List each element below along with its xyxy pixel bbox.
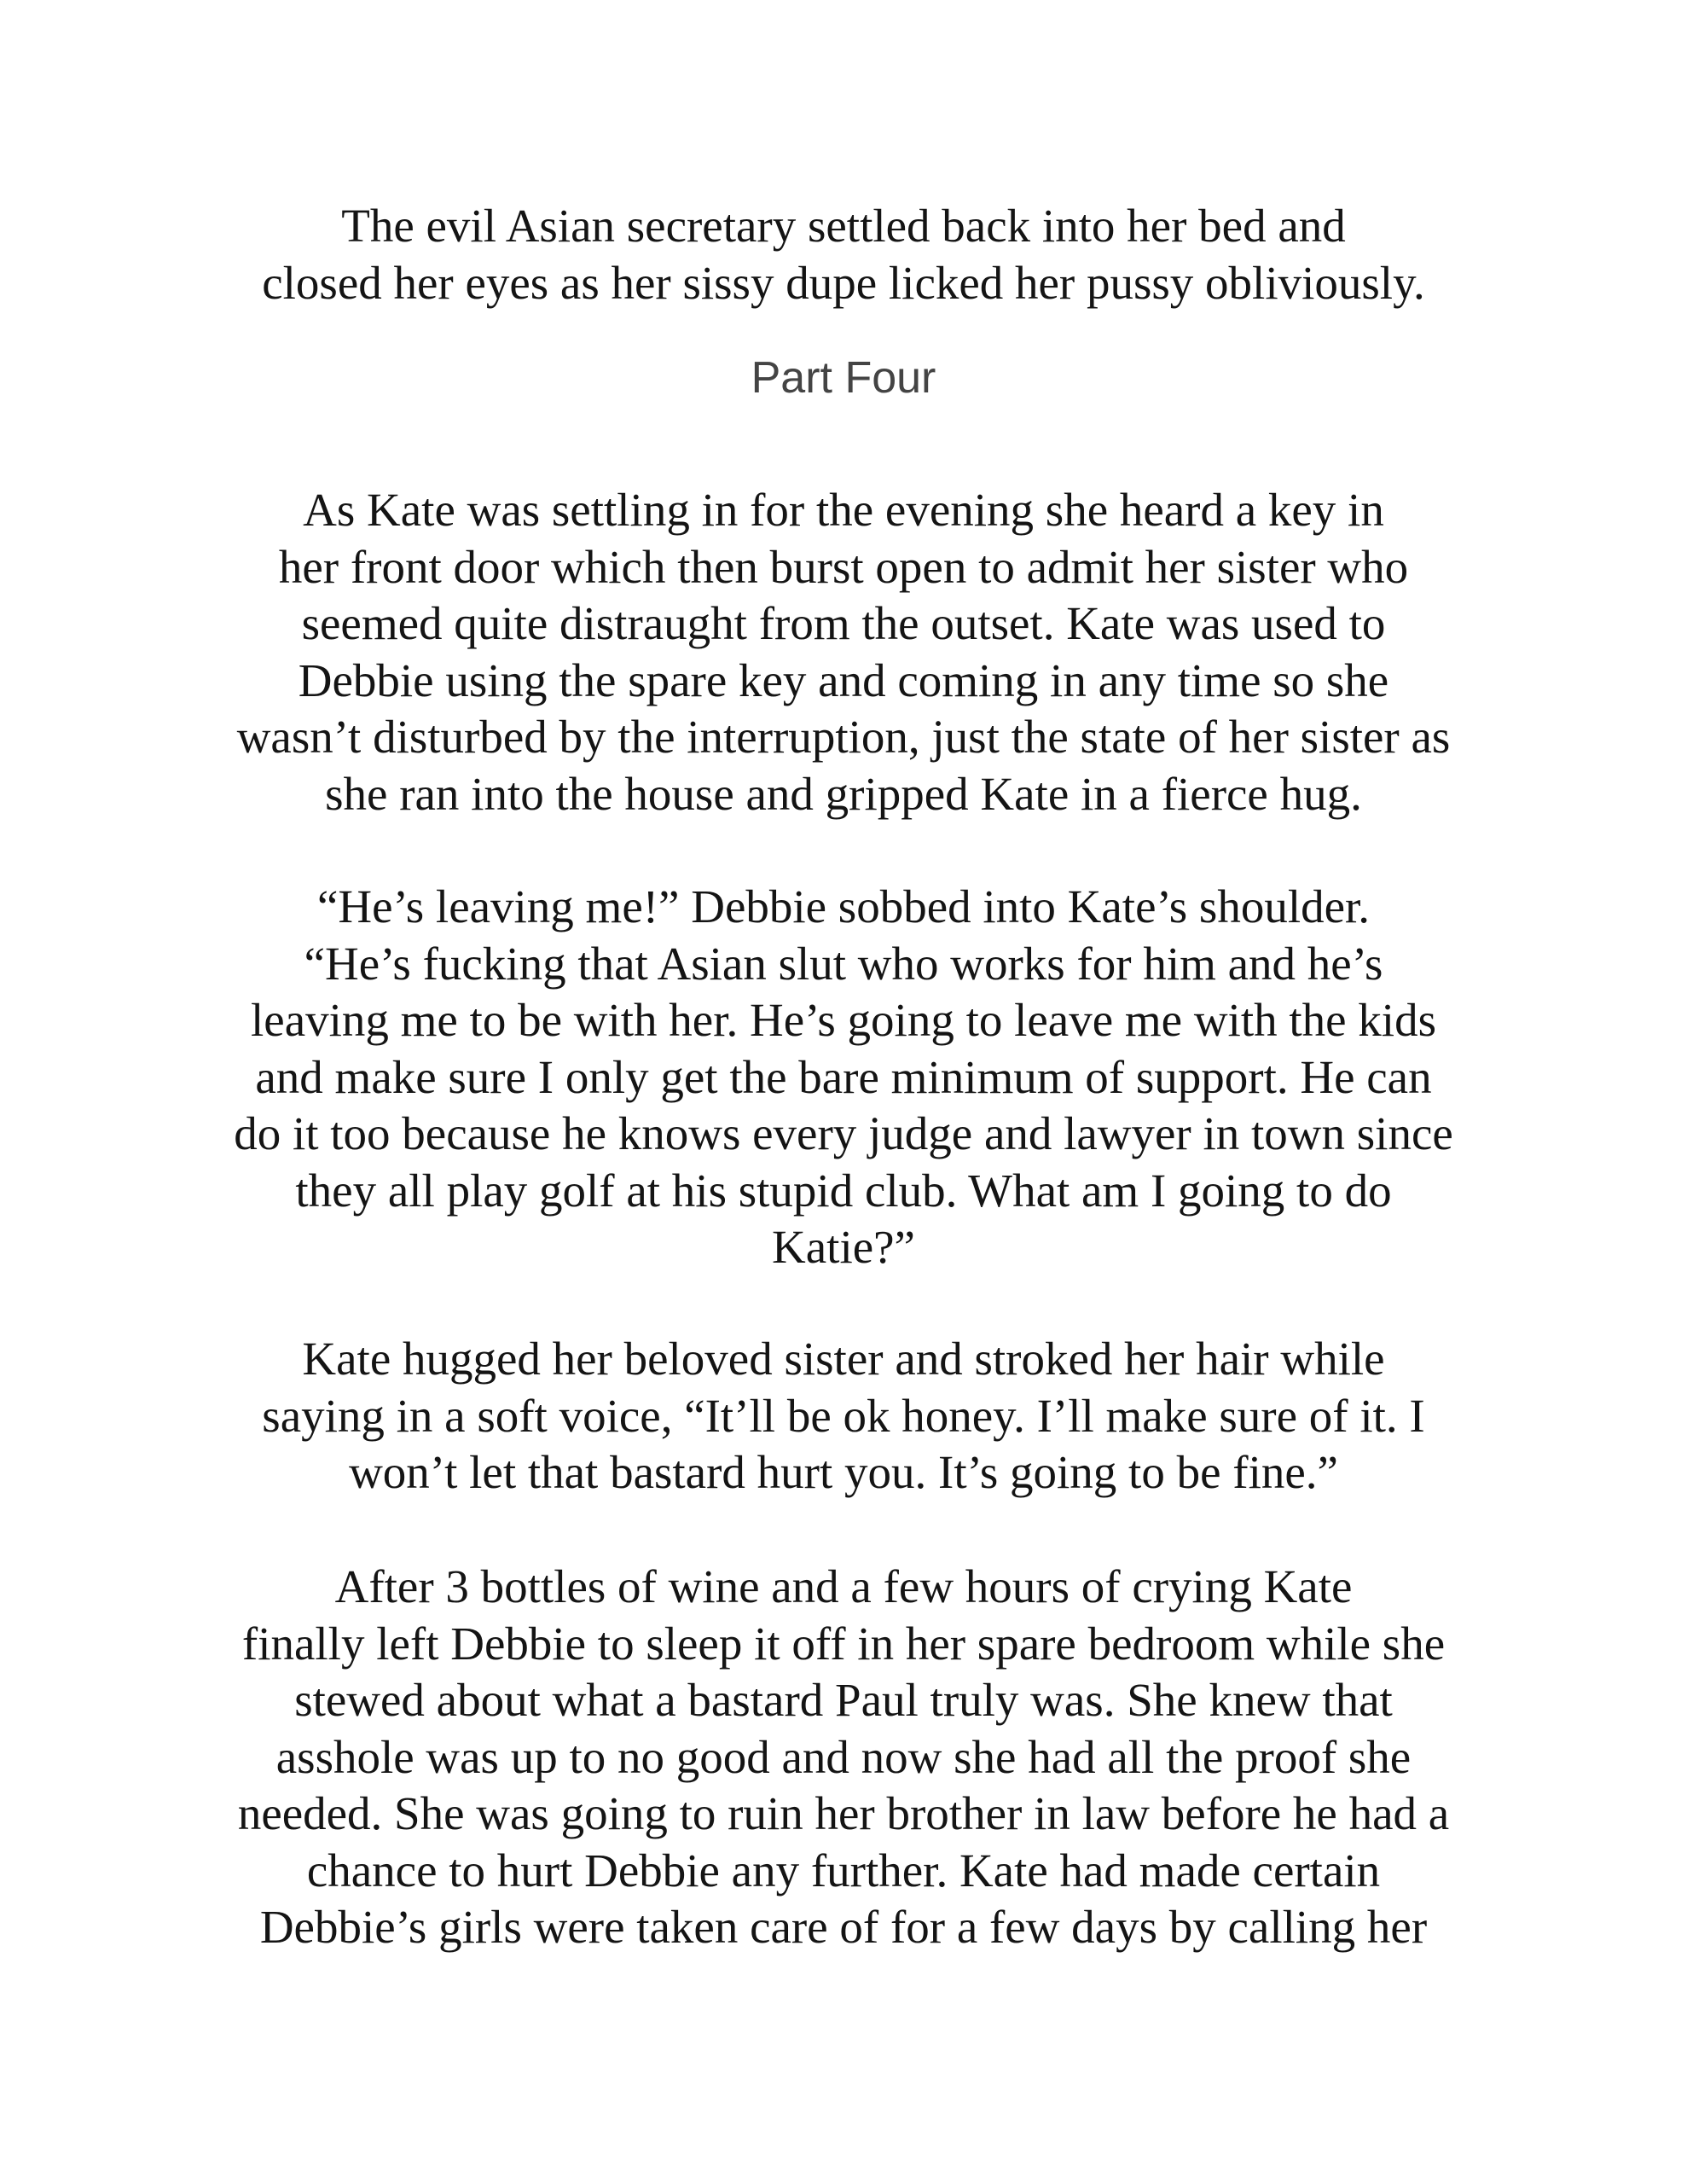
paragraph-line: needed. She was going to ruin her brother in law before he had a xyxy=(237,1787,1450,1839)
paragraph-line: and make sure I only get the bare minimum of support. He can xyxy=(255,1050,1432,1103)
section-heading: Part Four xyxy=(751,353,936,403)
paragraph-line: they all play golf at his stupid club. What am I going to do xyxy=(295,1164,1392,1217)
paragraph-4 xyxy=(179,1559,1508,1956)
paragraph-line: The evil Asian secretary settled back into her bed and xyxy=(341,200,1346,252)
paragraph-2 xyxy=(179,879,1508,1276)
paragraph-line: Kate hugged her beloved sister and stroked her hair while xyxy=(302,1333,1385,1385)
paragraph-line: “He’s leaving me!” Debbie sobbed into Kate’s shoulder. xyxy=(316,880,1371,932)
paragraph-line: asshole was up to no good and now she had all the proof she xyxy=(275,1730,1412,1783)
paragraph-line: After 3 bottles of wine and a few hours of crying Kate xyxy=(334,1560,1353,1612)
paragraph-line: Debbie using the spare key and coming in any time so she xyxy=(298,653,1389,706)
intro-paragraph xyxy=(179,198,1508,311)
paragraph-1 xyxy=(179,482,1508,822)
paragraph-line: won’t let that bastard hurt you. It’s going to be fine.” xyxy=(349,1446,1338,1498)
paragraph-line: “He’s fucking that Asian slut who works for him and he’s xyxy=(304,937,1383,990)
paragraph-line: seemed quite distraught from the outset. Kate was used to xyxy=(301,597,1386,649)
paragraph-line: chance to hurt Debbie any further. Kate had made certain xyxy=(306,1844,1381,1896)
paragraph-line: wasn’t disturbed by the interruption, just the state of her sister as xyxy=(236,711,1451,763)
paragraph-line: her front door which then burst open to admit her sister who xyxy=(278,540,1409,593)
paragraph-3 xyxy=(179,1331,1508,1502)
paragraph-line: As Kate was settling in for the evening she heard a key in xyxy=(303,484,1384,536)
paragraph-line: leaving me to be with her. He’s going to leave me with the kids xyxy=(251,994,1436,1046)
paragraph-line: Katie?” xyxy=(772,1221,915,1273)
paragraph-line: she ran into the house and gripped Kate in a fierce hug. xyxy=(325,767,1362,820)
paragraph-line: finally left Debbie to sleep it off in her spare bedroom while she xyxy=(241,1617,1446,1670)
paragraph-line: do it too because he knows every judge and lawyer in town since xyxy=(234,1107,1453,1159)
paragraph-line: closed her eyes as her sissy dupe licked her pussy obliviously. xyxy=(262,256,1425,309)
paragraph-line: stewed about what a bastard Paul truly was. She knew that xyxy=(294,1674,1393,1726)
paragraph-line: saying in a soft voice, “It’ll be ok honey. I’ll make sure of it. I xyxy=(262,1389,1425,1442)
paragraph-line: Debbie’s girls were taken care of for a few days by calling her xyxy=(259,1901,1428,1953)
